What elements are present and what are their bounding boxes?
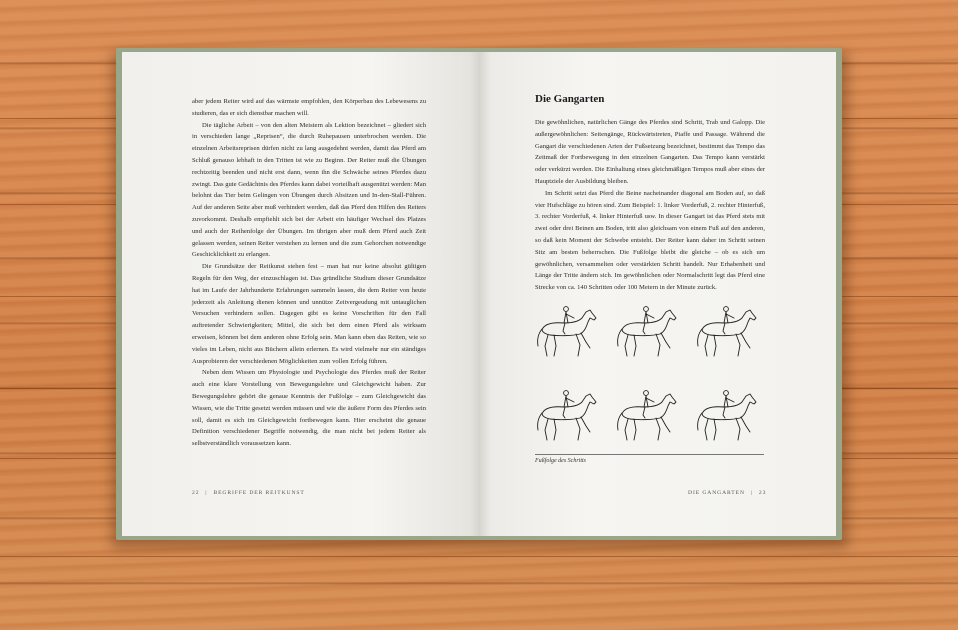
chapter-title: Die Gangarten bbox=[535, 93, 605, 105]
paragraph: Im Schritt setzt das Pferd die Beine nacheinander diagonal am Boden auf, so daß vier Hufschläge zu hören sind. Zum Beispiel: 1. linker Vorderfuß, 2. rechter Hinterfuß, 3. rechter Vorderfuß, 4. linker Hinterfuß usw. In dieser Gangart ist das Pferd stets mit zwei oder drei Beinen am Boden, tritt also gleichsam von einem Fuß auf den anderen, so daß kein Moment der Schwebe entsteht. Der Reiter kann daher im Schritt seinen Sitz am besten beherrschen. Die Fußfolge bleibt die gleiche – ob es sich um gewöhnlichen, versammelten oder verstärkten Schritt handelt. Nur Erhabenheit und Länge der Tritte ändern sich. Im gewöhnlichen oder Normalschritt legt das Pferd eine Strecke von ca. 140 Schritten oder 100 Metern in der Minute zurück. bbox=[535, 189, 765, 292]
paragraph: Die Grundsätze der Reitkunst stehen fest – man hat nur keine absolut gültigen Regeln für den Weg, der einzuschlagen ist. Das gründliche Studium dieser Grundsätze hat im Laufe der Jahrhunderte Erfahrungen sammeln lassen, die dem Reiter von heute jederzeit als Anleitung dienen können und unnütze Zeitvergeudung mit untauglichen Versuchen verhindern sollen. Dagegen gibt es keine Vorschriften für den Fall auftretender Schwierigkeiten; Mittel, die sich bei dem einen Pferd als wirksam erweisen, können bei dem anderen ohne Erfolg sein. Man kann eben das Reiten, wie so vieles im Leben, nicht aus Büchern allein erlernen. Es wird vielmehr nur ein ständiges Ausprobieren der verschiedenen Möglichkeiten zum vollen Erfolg führen. bbox=[192, 263, 426, 365]
horse-gait-illustration bbox=[532, 296, 764, 456]
paragraph: Die gewöhnlichen, natürlichen Gänge des Pferdes sind Schritt, Trab und Galopp. Die außergewöhnlichen: Seitengänge, Rückwärtstreten, Piaffe und Passage. Während die Gangart die verschiedenen Arten der Fußsetzung bezeichnet, bestimmt das Tempo das Zeitmaß der Fortbewegung in den einzelnen Gangarten. Das Tempo kann verstärkt oder verkürzt werden. Die Einhaltung eines gleichmäßigen Tempos muß aber eines der Hauptziele der Ausbildung bleiben. bbox=[535, 119, 765, 185]
running-head: BEGRIFFE DER REITKUNST bbox=[213, 490, 305, 496]
left-footer: 22 | BEGRIFFE DER REITKUNST bbox=[192, 490, 305, 496]
horse-figure bbox=[698, 391, 756, 440]
page-number: 23 bbox=[758, 490, 767, 496]
caption-rule bbox=[535, 454, 764, 455]
left-page-text bbox=[192, 96, 426, 450]
horse-figure bbox=[538, 391, 596, 440]
paragraph: aber jedem Reiter wird auf das wärmste empfohlen, den Körperbau des Lebewesens zu studieren, das er sich dienstbar machen will. bbox=[192, 98, 426, 117]
wood-seam bbox=[0, 556, 958, 557]
running-head: DIE GANGARTEN bbox=[688, 490, 745, 496]
horse-figure bbox=[618, 307, 676, 356]
paragraph: Die tägliche Arbeit – von den alten Meistern als Lektion bezeichnet – gliedert sich in verschieden lange „Reprisen“, die durch Ruhepausen unterbrochen werden. Die einzelnen Arbeitsreprisen dürfen nicht zu lang ausgedehnt werden, damit das Pferd am Schluß genauso lebhaft in den Tritten ist wie zu Beginn. Der Reiter muß die Übungen rechtzeitig beenden und nicht erst dann, wenn ihn die Schwäche seines Pferdes dazu zwingt. Das gute Gedächtnis des Pferdes kann dabei vorteilhaft ausgenützt werden: Man belohnt das Tier beim Gelingen von Übungen durch Absitzen und In-den-Stall-Führen. Auf der anderen Seite aber muß verhindert werden, daß das Pferd den Hilfen des Reiters zuvorkommt. Deshalb empfiehlt sich bei der Arbeit ein häufiger Wechsel des Platzes und auch der Reihenfolge der Übungen. Im übrigen aber muß dem Pferd auch Zeit gelassen werden, seinen Reiter verstehen zu lernen und die zum Gehorchen notwendige Geschicklichkeit zu erlangen. bbox=[192, 121, 426, 259]
paragraph: Neben dem Wissen um Physiologie und Psychologie des Pferdes muß der Reiter auch eine klare Vorstellung von Bewegungslehre und Gleichgewicht haben. Zur Bewegungslehre gehört die genaue Kenntnis der Fußfolge – zum Gleichgewicht das Wissen, wie die Tritte gesetzt werden müssen und wie die äußere Form des Pferdes sein soll, damit es sich im Gleichgewicht fortbewegen kann. Hier erscheint die genaue Definition verschiedener Begriffe notwendig, die man nicht bei jedem Reiter als selbstverständlich voraussetzen kann. bbox=[192, 369, 426, 448]
horse-figure bbox=[698, 307, 756, 356]
horse-figure bbox=[538, 307, 596, 356]
right-page-text bbox=[535, 117, 765, 294]
figure-caption: Fußfolge des Schritts bbox=[535, 458, 586, 464]
right-footer: DIE GANGARTEN | 23 bbox=[688, 490, 767, 496]
page-number: 22 bbox=[192, 490, 200, 496]
horse-figure bbox=[618, 391, 676, 440]
